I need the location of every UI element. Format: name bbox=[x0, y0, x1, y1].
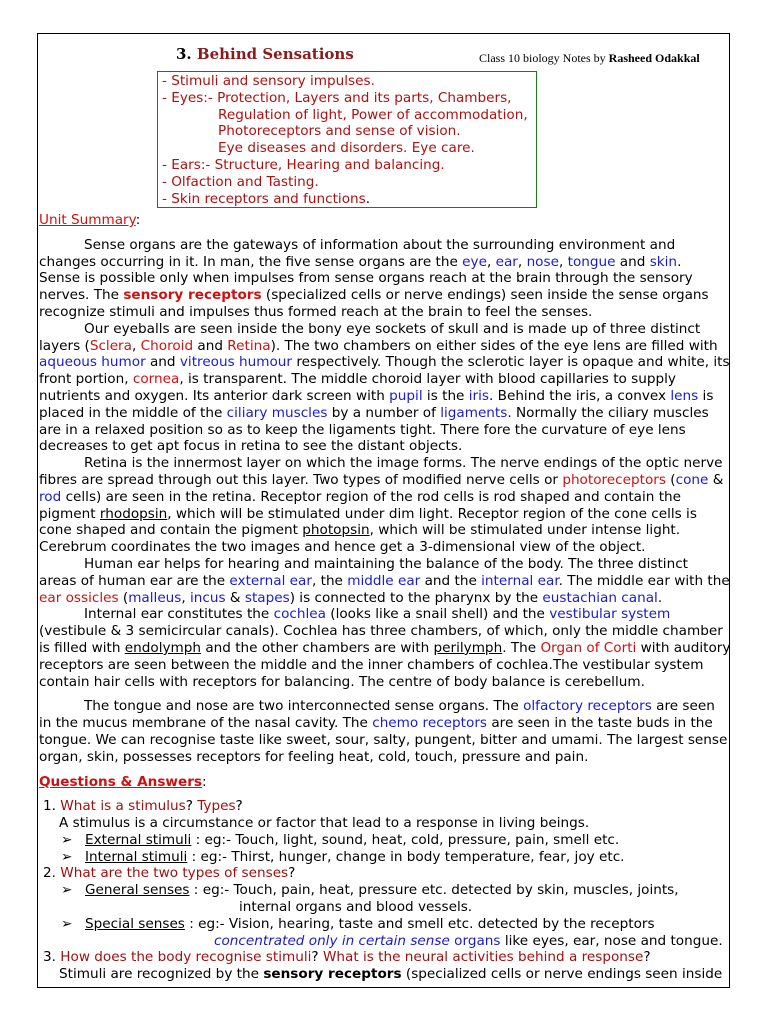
bullet-internal-stimuli: ➢ Internal stimuli : eg:- Thirst, hunger, change in body temperature, fear, joy etc. bbox=[61, 848, 625, 865]
bullet-general-senses: ➢ General senses : eg:- Touch, pain, heat, pressure etc. detected by skin, muscles, joints, bbox=[61, 882, 679, 899]
topic-item: - Olfaction and Tasting. bbox=[162, 173, 319, 190]
chapter-number: 3. bbox=[176, 45, 192, 63]
bullet-general-senses-cont: internal organs and blood vessels. bbox=[239, 899, 473, 916]
topic-item: - Skin receptors and functions. bbox=[162, 190, 371, 207]
topic-item: Eye diseases and disorders. Eye care. bbox=[218, 140, 475, 157]
paragraph-tongue-nose: The tongue and nose are two interconnected sense organs. The olfactory receptors are seen in the mucus membrane of the nasal cavity. The chemo receptors are seen in the taste buds in the tongue. We can recognise taste like sweet, sour, salty, pungent, bitter and umami. The largest sense organ, skin, possesses receptors for feeling heat, cold, touch, pressure and pain. bbox=[39, 698, 728, 765]
paragraph-eye: Our eyeballs are seen inside the bony eye sockets of skull and is made up of three distinct layers (Sclera, Choroid and Retina). The two chambers on either sides of the eye lens are filled with aqueous humor and vitreous humour respectively. Though the sclerotic layer is opaque and white, its front portion, cornea, is transparent. The middle choroid layer with blood capillaries to supply nutrients and oxygen. Its anterior dark screen with pupil is the iris. Behind the iris, a convex lens is placed in the middle of the ciliary muscles by a number of ligaments. Normally the ciliary muscles are in a relaxed position so as to keep the ligaments tight. There fore the curvature of eye lens decreases to get apt focus in retina to see the distant objects. bbox=[39, 320, 730, 455]
byline-prefix: Class 10 biology Notes by bbox=[479, 51, 606, 65]
summary-heading: Unit Summary: bbox=[39, 212, 141, 228]
chapter-title bbox=[176, 45, 354, 63]
arrow-bullet-icon: ➢ bbox=[61, 848, 73, 865]
topic-item: Regulation of light, Power of accommodation, bbox=[218, 106, 528, 123]
answer-1: A stimulus is a circumstance or factor that lead to a response in living beings. bbox=[59, 815, 590, 832]
paragraph-retina: Retina is the innermost layer on which the image forms. The nerve endings of the optic nerve fibres are spread through out this layer. Two types of modified nerve cells or photoreceptors (cone & rod cells) are seen in the retina. Receptor region of the rod cells is rod shaped and contain the pigment rhodopsin, which will be stimulated under dim light. Receptor region of the cone cells is cone shaped and contain the pigment photopsin, which will be stimulated under intense light. Cerebrum coordinates the two images and hence get a 3-dimensional view of the object. bbox=[39, 455, 724, 556]
byline bbox=[479, 51, 700, 66]
bullet-special-senses-cont: concentrated only in certain sense organs like eyes, ear, nose and tongue. bbox=[214, 932, 723, 949]
paragraph-senses: Sense organs are the gateways of information about the surrounding environment and changes occurring in it. In man, the five sense organs are the eye, ear, nose, tongue and skin. Sense is possible only when impulses from sense organs reach at the brain through the sensory nerves. The sensory receptors (specialized cells or nerve endings) seen inside the sense organs recognize stimuli and impulses thus formed reach at the brain to feel the senses. bbox=[39, 236, 709, 320]
qa-heading: Questions & Answers: bbox=[39, 773, 207, 790]
bullet-external-stimuli: ➢ External stimuli : eg:- Touch, light, sound, heat, cold, pressure, pain, smell etc. bbox=[61, 831, 620, 848]
topic-item: - Stimuli and sensory impulses. bbox=[162, 73, 375, 89]
arrow-bullet-icon: ➢ bbox=[61, 831, 73, 848]
topic-item: Photoreceptors and sense of vision. bbox=[218, 123, 461, 140]
answer-3: Stimuli are recognized by the sensory receptors (specialized cells or nerve endings seen inside bbox=[59, 966, 723, 983]
main-content bbox=[39, 212, 731, 983]
arrow-bullet-icon: ➢ bbox=[61, 882, 73, 899]
arrow-bullet-icon: ➢ bbox=[61, 915, 73, 932]
paragraph-ear: Human ear helps for hearing and maintaining the balance of the body. The three distinct areas of human ear are the external ear, the middle ear and the internal ear. The middle ear with the ear ossicles (malleus, incus & stapes) is connected to the pharynx by the eustachian canal. bbox=[39, 555, 730, 606]
author-name: Rasheed Odakkal bbox=[608, 51, 700, 65]
chapter-title-text: Behind Sensations bbox=[196, 45, 354, 63]
topic-item: - Ears:- Structure, Hearing and balancing. bbox=[162, 156, 445, 173]
question-3: 3. How does the body recognise stimuli? What is the neural activities behind a response? bbox=[43, 949, 651, 966]
topic-item: - Eyes:- Protection, Layers and its parts, Chambers, bbox=[162, 89, 512, 106]
question-2: 2. What are the two types of senses? bbox=[43, 865, 296, 882]
question-1: 1. What is a stimulus? Types? bbox=[43, 798, 243, 815]
bullet-special-senses: ➢ Special senses : eg:- Vision, hearing, taste and smell etc. detected by the receptors bbox=[61, 915, 655, 932]
paragraph-internal-ear: Internal ear constitutes the cochlea (looks like a snail shell) and the vestibular system (vestibule & 3 semicircular canals). Cochlea has three chambers, of which, only the middle chamber is filled with endolymph and the other chambers are with perilymph. The Organ of Corti with auditory receptors are seen between the middle and the inner chambers of cochlea.The vestibular system contain hair cells with receptors for balancing. The centre of body balance is cerebellum. bbox=[39, 606, 731, 690]
topics-box bbox=[157, 71, 537, 208]
